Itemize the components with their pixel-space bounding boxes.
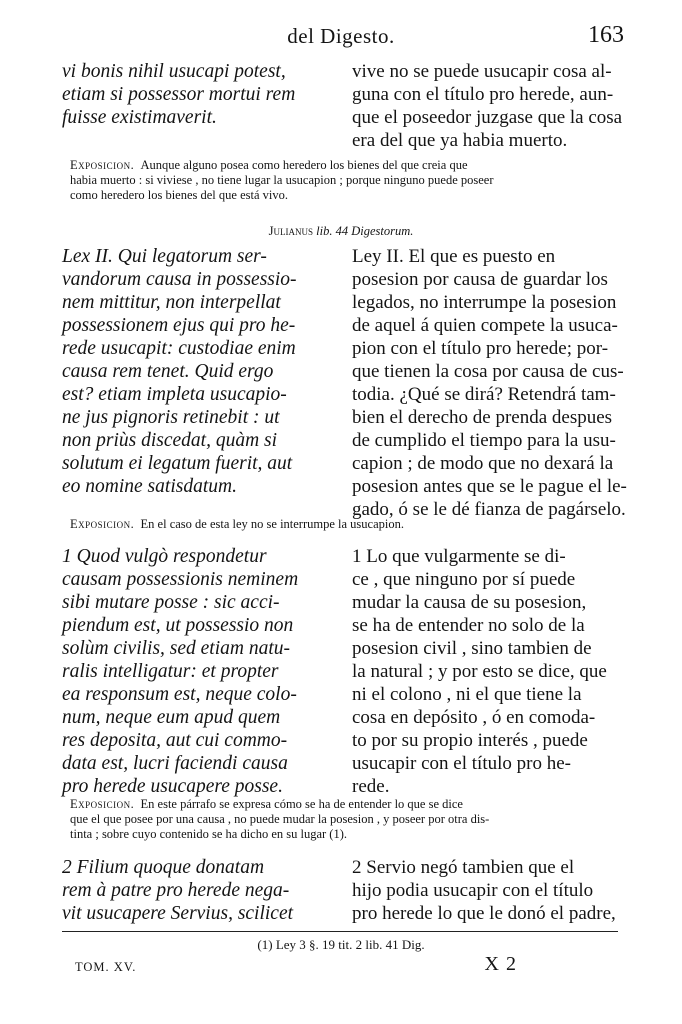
- exposicion-label: Exposicion.: [70, 158, 135, 172]
- text-line: vi bonis nihil usucapi potest,: [62, 61, 286, 82]
- latin-column-3: [62, 545, 340, 798]
- source-rest: lib. 44 Digestorum.: [316, 224, 414, 238]
- text-line: que el poseedor juzgase que la cosa: [352, 107, 623, 128]
- text-line: hijo podia usucapir con el título: [352, 880, 594, 901]
- text-line: est? etiam impleta usucapio-: [62, 384, 287, 405]
- text-line: de cumplido el tiempo para la usu-: [352, 430, 616, 451]
- latin-column-2: [62, 245, 340, 498]
- text-line: como heredero los bienes del que está vivo.: [70, 188, 288, 202]
- text-line: nem mittitur, non interpellat: [62, 292, 281, 313]
- latin-column-4: [62, 856, 340, 925]
- text-line: era del que ya habia muerto.: [352, 130, 568, 151]
- text-line: En este párrafo se expresa cómo se ha de entender lo que se dice: [140, 797, 463, 811]
- text-line: possessionem ejus qui pro he-: [62, 315, 296, 336]
- text-line: data est, lucri faciendi causa: [62, 753, 288, 774]
- text-line: ni el colono , ni el que tiene la: [352, 684, 582, 705]
- source-citation: [0, 224, 682, 239]
- exposicion-3: [70, 797, 630, 842]
- text-line: pro herede usucapere posse.: [62, 776, 283, 797]
- spanish-column-3: [352, 545, 627, 798]
- text-line: Aunque alguno posea como heredero los bienes del que creia que: [140, 158, 468, 172]
- text-line: todia. ¿Qué se dirá? Retendrá tam-: [352, 384, 616, 405]
- text-line: causam possessionis neminem: [62, 569, 299, 590]
- text-line: legados, no interrumpe la posesion: [352, 292, 617, 313]
- text-line: pion con el título pro herede; por-: [352, 338, 609, 359]
- text-line: solutum ei legatum fuerit, aut: [62, 453, 293, 474]
- text-line: usucapir con el título pro he-: [352, 753, 571, 774]
- text-line: que tienen la cosa por causa de cus-: [352, 361, 624, 382]
- text-line: posesion antes que se le pague el le-: [352, 476, 627, 497]
- text-line: fuisse existimaverit.: [62, 107, 217, 128]
- text-line: etiam si possessor mortui rem: [62, 84, 296, 105]
- text-line: se ha de entender no solo de la: [352, 615, 585, 636]
- text-line: 1 Quod vulgò respondetur: [62, 546, 267, 567]
- text-line: eo nomine satisdatum.: [62, 476, 237, 497]
- text-line: rem à patre pro herede nega-: [62, 880, 290, 901]
- text-line: 2 Servio negó tambien que el: [352, 857, 575, 878]
- footnote-divider: [62, 931, 618, 932]
- volume-label: TOM. XV.: [75, 960, 137, 974]
- text-line: piendum est, ut possessio non: [62, 615, 294, 636]
- text-line: causa rem tenet. Quid ergo: [62, 361, 274, 382]
- text-line: ne jus pignoris retinebit : ut: [62, 407, 280, 428]
- exposicion-label: Exposicion.: [70, 797, 135, 811]
- text-line: solùm civilis, sed etiam natu-: [62, 638, 291, 659]
- text-line: guna con el título pro herede, aun-: [352, 84, 614, 105]
- text-line: ce , que ninguno por sí puede: [352, 569, 576, 590]
- text-line: bien el derecho de prenda despues: [352, 407, 613, 428]
- text-line: rede usucapit: custodiae enim: [62, 338, 296, 359]
- spanish-column-2: [352, 245, 627, 521]
- text-line: vive no se puede usucapir cosa al-: [352, 61, 612, 82]
- text-line: 2 Filium quoque donatam: [62, 857, 265, 878]
- text-line: En el caso de esta ley no se interrumpe la usucapion.: [140, 517, 404, 531]
- text-line: pro herede lo que le donó el padre,: [352, 903, 616, 924]
- text-line: ea responsum est, neque colo-: [62, 684, 297, 705]
- text-line: que el que posee por una causa , no puede mudar la posesion , y poseer por otra dis-: [70, 812, 490, 826]
- page-number: 163: [588, 22, 624, 48]
- exposicion-2: [70, 517, 630, 532]
- text-line: rede.: [352, 776, 390, 797]
- text-line: capion ; de modo que no dexará la: [352, 453, 614, 474]
- text-line: sibi mutare posse : sic acci-: [62, 592, 280, 613]
- text-line: ralis intelligatur: et propter: [62, 661, 279, 682]
- text-line: Lex II. Qui legatorum ser-: [62, 246, 267, 267]
- spanish-column-1: [352, 60, 627, 152]
- latin-column-1: [62, 60, 340, 129]
- text-line: de aquel á quien compete la usuca-: [352, 315, 618, 336]
- text-line: vit usucapere Servius, scilicet: [62, 903, 294, 924]
- text-line: to por su propio interés , puede: [352, 730, 588, 751]
- signature-mark: X 2: [484, 953, 517, 975]
- text-line: res deposita, aut cui commo-: [62, 730, 288, 751]
- text-line: 1 Lo que vulgarmente se di-: [352, 546, 566, 567]
- source-author: Julianus: [268, 224, 313, 238]
- text-line: la natural ; y por esto se dice, que: [352, 661, 607, 682]
- text-line: habia muerto : si viviese , no tiene lugar la usucapion ; porque ninguno puede poseer: [70, 173, 494, 187]
- text-line: non priùs discedat, quàm si: [62, 430, 278, 451]
- text-line: posesion por causa de guardar los: [352, 269, 608, 290]
- text-line: num, neque eum apud quem: [62, 707, 281, 728]
- text-line: vandorum causa in possessio-: [62, 269, 297, 290]
- text-line: gado, ó se le dé fianza de pagárselo.: [352, 499, 626, 520]
- spanish-column-4: [352, 856, 627, 925]
- text-line: posesion civil , sino tambien de: [352, 638, 592, 659]
- text-line: mudar la causa de su posesion,: [352, 592, 587, 613]
- exposicion-1: [70, 158, 630, 203]
- text-line: Ley II. El que es puesto en: [352, 246, 556, 267]
- text-line: cosa en depósito , ó en comoda-: [352, 707, 596, 728]
- exposicion-label: Exposicion.: [70, 517, 135, 531]
- text-line: tinta ; sobre cuyo contenido se ha dicho en su lugar (1).: [70, 827, 348, 841]
- running-header: del Digesto.: [287, 24, 395, 48]
- footnote: (1) Ley 3 §. 19 tit. 2 lib. 41 Dig.: [257, 937, 425, 952]
